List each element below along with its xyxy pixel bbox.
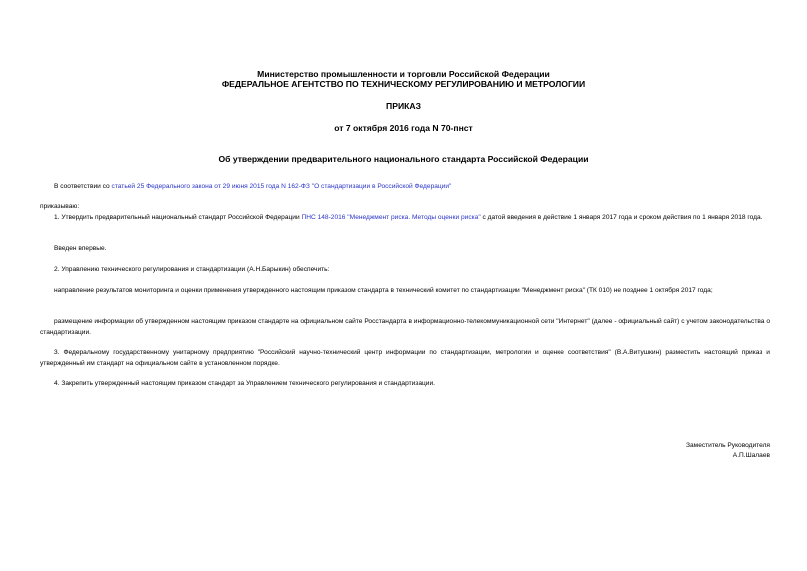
- document-title: Об утверждении предварительного национального стандарта Российской Федерации: [218, 154, 589, 164]
- item-2b-paragraph: размещение информации об утвержденном настоящим приказом стандарте на официальном сайте Росстандарта в информационно-телекоммуникационной сети "Интернет" (далее - официальный сайт) с учетом законодательства о стандартизации.: [40, 318, 770, 336]
- standard-link[interactable]: ПНС 148-2016 "Менеджмент риска. Методы оценки риска": [301, 214, 481, 221]
- document-type: ПРИКАЗ: [386, 101, 421, 111]
- preamble-prefix: В соответствии со: [54, 183, 112, 190]
- item-2-paragraph: 2. Управлению технического регулирования и стандартизации (А.Н.Барыкин) обеспечить:: [54, 266, 330, 273]
- federal-law-link[interactable]: статьей 25 Федерального закона от 29 июня 2015 года N 162-ФЗ "О стандартизации в Российской Федерации": [111, 183, 452, 190]
- item-2a-paragraph: направление результатов мониторинга и оценки применения утвержденного настоящим приказом стандарта в технический комитет по стандартизации "Менеджмент риска" (ТК 010) не позднее 1 октября 2017 года;: [54, 287, 713, 294]
- item-1-suffix: с датой введения в действие 1 января 2017 года и сроком действия по 1 января 2018 года.: [480, 214, 763, 221]
- document-date-number: от 7 октября 2016 года N 70-пнст: [334, 123, 473, 133]
- item-1-paragraph: [40, 213, 770, 224]
- order-word: приказываю:: [40, 203, 80, 210]
- ministry-name: Министерство промышленности и торговли Российской Федерации: [257, 69, 550, 79]
- introduced-note: Введен впервые.: [54, 245, 107, 252]
- item-1-prefix: 1. Утвердить предварительный национальный стандарт Российской Федерации: [54, 214, 302, 221]
- signatory-name: А.П.Шалаев: [732, 452, 770, 459]
- item-4-paragraph: 4. Закрепить утвержденный настоящим приказом стандарт за Управлением технического регулирования и стандартизации.: [54, 380, 435, 387]
- preamble-paragraph: [40, 182, 770, 193]
- signatory-position: Заместитель Руководителя: [686, 442, 770, 449]
- item-3-paragraph: 3. Федеральному государственному унитарному предприятию "Российский научно-технический центр информации по стандартизации, метрологии и оценке соответствия" (В.А.Витушкин) разместить настоящий приказ и утвержденный им стандарт на официальном сайте в установленном порядке.: [40, 349, 770, 367]
- agency-name: ФЕДЕРАЛЬНОЕ АГЕНТСТВО ПО ТЕХНИЧЕСКОМУ РЕГУЛИРОВАНИЮ И МЕТРОЛОГИИ: [221, 79, 586, 89]
